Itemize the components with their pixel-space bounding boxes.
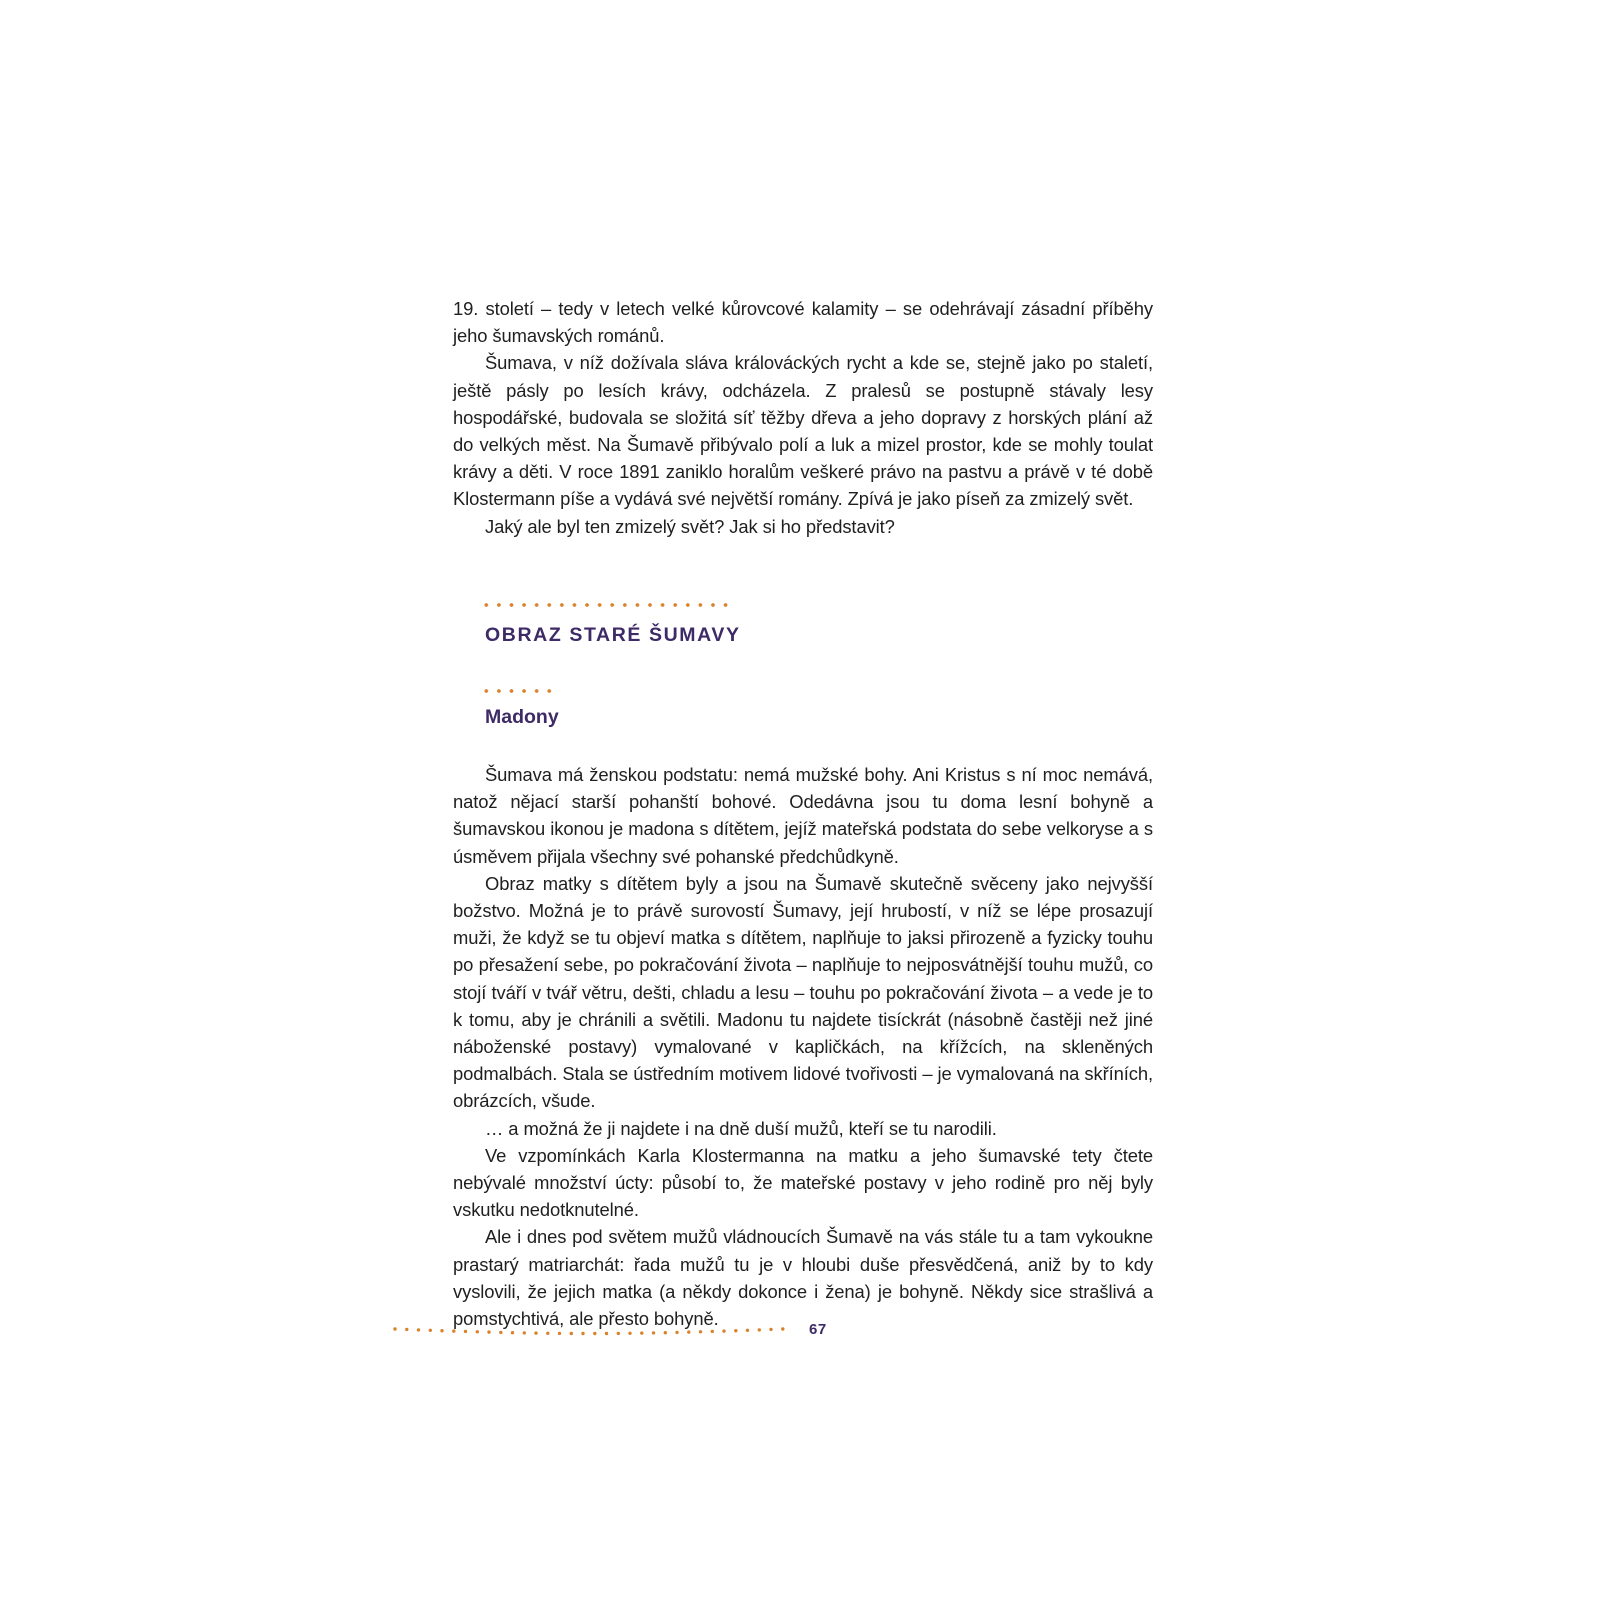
subsection-dotted-rule (480, 688, 560, 694)
intro-paragraph: 19. století – tedy v letech velké kůrovcové kalamity – se odehrávají zásadní příběhy jeho šumavských románů. (453, 298, 1153, 347)
footer-dot (511, 1331, 514, 1334)
footer-dot (640, 1331, 643, 1334)
footer-dot (499, 1331, 502, 1334)
footer-dot (711, 1330, 714, 1333)
footer-dot (734, 1329, 737, 1332)
footer-dotted-wave (393, 1322, 793, 1342)
page-number: 67 (809, 1321, 827, 1338)
section-dotted-rule (480, 602, 736, 608)
footer-dot (664, 1331, 667, 1334)
footer-dot (476, 1330, 479, 1333)
footer-dot (781, 1327, 784, 1330)
footer-dot (570, 1332, 573, 1335)
footer-dot (746, 1329, 749, 1332)
footer-dot (652, 1331, 655, 1334)
footer-dot (452, 1329, 455, 1332)
footer-dot (534, 1331, 537, 1334)
footer-dot (487, 1330, 490, 1333)
footer-dot (699, 1330, 702, 1333)
section-paragraph: … a možná že ji najdete i na dně duší mužů, kteří se tu narodili. (485, 1117, 997, 1139)
footer-dot (429, 1329, 432, 1332)
footer-dot (687, 1330, 690, 1333)
intro-text-block (453, 295, 1153, 540)
intro-paragraph: Jaký ale byl ten zmizelý svět? Jak si ho představit? (485, 515, 895, 537)
footer-dot (405, 1328, 408, 1331)
section-heading: OBRAZ STARÉ ŠUMAVY (485, 624, 741, 646)
section-paragraph: Ve vzpomínkách Karla Klostermanna na matku a jeho šumavské tety čtete nebývalé množství úcty: působí to, že mateřské postavy v jeho rodině pro něj byly vskutku nedotknutelné. (453, 1144, 1153, 1221)
footer-dot (617, 1332, 620, 1335)
footer-dot (558, 1332, 561, 1335)
footer-dot (722, 1329, 725, 1332)
footer-dot (581, 1332, 584, 1335)
footer-dot (464, 1330, 467, 1333)
section-paragraph: Šumava má ženskou podstatu: nemá mužské bohy. Ani Kristus s ní moc nemává, natož nějací starší pohanští bohové. Odedávna jsou tu doma lesní bohyně a šumavskou ikonou je madona s dítětem, jejíž mateřská podstata do sebe velkoryse a s úsměvem přijala všechny své pohanské předchůdkyně. (453, 764, 1153, 867)
footer-dot (417, 1328, 420, 1331)
subsection-heading: Madony (485, 706, 559, 728)
footer-dot (440, 1329, 443, 1332)
footer-dot (769, 1328, 772, 1331)
footer-dot (546, 1332, 549, 1335)
intro-paragraph: Šumava, v níž dožívala sláva králováckých rycht a kde se, stejně jako po staletí, ještě pásly po lesích krávy, odcházela. Z pralesů se postupně stávaly lesy hospodářské, budovala se složitá síť těžby dřeva a jeho dopravy z horských plání až do velkých měst. Na Šumavě přibývalo polí a luk a mizel prostor, kde se mohly toulat krávy a děti. V roce 1891 zaniklo horalům veškeré právo na pastvu a právě v té době Klostermann píše a vydává své největší romány. Zpívá je jako píseň za zmizelý svět. (453, 352, 1153, 510)
footer-dot (393, 1327, 396, 1330)
footer-dot (605, 1332, 608, 1335)
section-paragraph: Ale i dnes pod světem mužů vládnoucích Šumavě na vás stále tu a tam vykoukne prastarý matriarchát: řada mužů tu je v hloubi duše přesvědčená, aniž by to kdy vyslovili, že jejich matka (a někdy dokonce i žena) je bohyně. Někdy sice strašlivá a pomstychtivá, ale přesto bohyně. (453, 1226, 1153, 1330)
section-paragraph: Obraz matky s dítětem byly a jsou na Šumavě skutečně svěceny jako nejvyšší božstvo. Možná je to právě surovostí Šumavy, její hrubostí, v níž se lépe prosazují muži, že když se tu objeví matka s dítětem, naplňuje to jaksi přirozeně a fyzicky touhu po přesažení sebe, po pokračování života – naplňuje to nejposvátnější touhu mužů, co stojí tváří v tvář větru, dešti, chladu a lesu – touhu po pokračování života – a vede je to k tomu, aby je chránili a světili. Madonu tu najdete tisíckrát (násobně častěji než jiné náboženské postavy) vymalované v kapličkách, na křížcích, na skleněných podmalbách. Stala se ústředním motivem lidové tvořivosti – je vymalovaná na skříních, obrázcích, všude. (453, 872, 1153, 1112)
footer-dot (593, 1332, 596, 1335)
footer-dot (523, 1331, 526, 1334)
section-text-block (453, 761, 1153, 1332)
footer-dot (675, 1331, 678, 1334)
footer-dot (758, 1328, 761, 1331)
footer-dot (628, 1332, 631, 1335)
